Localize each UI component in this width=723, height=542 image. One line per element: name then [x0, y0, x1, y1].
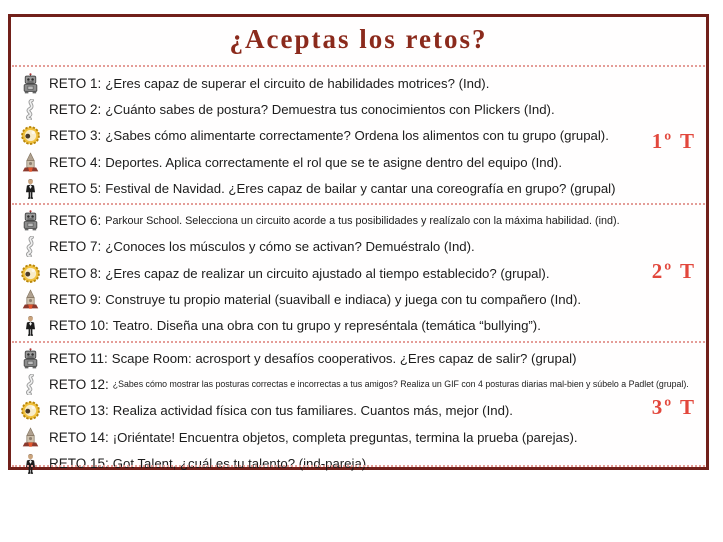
challenge-row: [11, 424, 706, 450]
challenge-label: RETO 3:: [49, 128, 102, 144]
challenge-text: Festival de Navidad. ¿Eres capaz de bailar y cantar una coreografía en grupo? (grupal): [105, 180, 616, 196]
challenge-label: RETO 11:: [49, 350, 108, 366]
challenge-board: [8, 14, 709, 470]
medal-icon: [20, 263, 41, 284]
challenge-list: [11, 69, 706, 476]
challenge-text: Teatro. Diseña una obra con tu grupo y represéntala (temática “bullying”).: [112, 318, 541, 334]
robot-icon: [20, 348, 41, 369]
challenge-label: RETO 9:: [49, 292, 102, 308]
challenge-label: RETO 12:: [49, 376, 109, 392]
challenge-label: RETO 13:: [49, 403, 109, 419]
challenge-row: [11, 260, 706, 286]
challenge-label: RETO 6:: [49, 213, 102, 229]
title-divider: [12, 65, 705, 67]
challenge-label: RETO 4:: [49, 154, 102, 170]
challenge-row: [11, 398, 706, 424]
performer-icon: [20, 453, 41, 474]
rocket-icon: [20, 289, 41, 310]
robot-icon: [20, 210, 41, 231]
challenge-row: [11, 286, 706, 312]
challenge-text: Realiza actividad física con tus familiares. Cuantos más, mejor (Ind).: [112, 403, 513, 419]
challenge-row: [11, 371, 706, 397]
rocket-icon: [20, 152, 41, 173]
section-divider: [12, 203, 705, 205]
challenge-label: RETO 10:: [49, 318, 109, 334]
challenge-text: Got Talent, ¿cuál es tu talento? (ind-pareja).: [112, 455, 370, 471]
medal-icon: [20, 125, 41, 146]
challenge-text: Scape Room: acrosport y desafíos cooperativos. ¿Eres capaz de salir? (grupal): [111, 350, 577, 366]
performer-icon: [20, 178, 41, 199]
challenge-text: Deportes. Aplica correctamente el rol que se te asigne dentro del equipo (Ind).: [105, 154, 562, 170]
challenge-row: [11, 313, 706, 339]
spine-icon: [20, 374, 41, 395]
challenge-text: Parkour School. Selecciona un circuito acorde a tus posibilidades y realízalo con la máxima habilidad. (ind).: [105, 214, 620, 227]
challenge-row: [11, 450, 706, 476]
challenge-row: [11, 123, 706, 149]
challenge-text: ¿Sabes cómo alimentarte correctamente? Ordena los alimentos con tu grupo (grupal).: [105, 128, 609, 144]
challenge-label: RETO 7:: [49, 239, 102, 255]
challenge-row: [11, 345, 706, 371]
challenge-label: RETO 14:: [49, 429, 109, 445]
challenge-row: [11, 234, 706, 260]
spine-icon: [20, 236, 41, 257]
performer-icon: [20, 315, 41, 336]
challenge-text: ¿Conoces los músculos y cómo se activan? Demuéstralo (Ind).: [105, 239, 475, 255]
rocket-icon: [20, 427, 41, 448]
section-divider: [12, 341, 705, 343]
challenge-row: [11, 70, 706, 96]
challenge-text: ¡Oriéntate! Encuentra objetos, completa preguntas, termina la prueba (parejas).: [112, 429, 578, 445]
challenge-text: ¿Eres capaz de realizar un circuito ajustado al tiempo establecido? (grupal).: [105, 265, 550, 281]
challenge-text: ¿Sabes cómo mostrar las posturas correctas e incorrectas a tus amigos? Realiza un GIF con 4 posturas diarias mal-bien y súbelo a Padlet (grupal).: [112, 379, 689, 390]
medal-icon: [20, 400, 41, 421]
challenge-label: RETO 1:: [49, 75, 102, 91]
spine-icon: [20, 99, 41, 120]
term-annotation-3: 3º T: [651, 395, 696, 419]
robot-icon: [20, 73, 41, 94]
challenge-label: RETO 5:: [49, 180, 102, 196]
challenge-row: [11, 96, 706, 122]
term-annotation-2: 2º T: [651, 259, 696, 283]
bottom-divider: [12, 465, 705, 467]
page-title: ¿Aceptas los retos?: [229, 24, 488, 54]
challenge-label: RETO 2:: [49, 101, 102, 117]
challenge-label: RETO 15:: [49, 455, 109, 471]
challenge-text: Construye tu propio material (suaviball e indiaca) y juega con tu compañero (Ind).: [105, 292, 582, 308]
challenge-label: RETO 8:: [49, 265, 102, 281]
challenge-row: [11, 207, 706, 233]
challenge-text: ¿Cuánto sabes de postura? Demuestra tus conocimientos con Plickers (Ind).: [105, 101, 555, 117]
challenge-text: ¿Eres capaz de superar el circuito de habilidades motrices? (Ind).: [105, 75, 490, 91]
term-annotation-1: 1º T: [651, 129, 696, 153]
challenge-row: [11, 175, 706, 201]
challenge-row: [11, 149, 706, 175]
